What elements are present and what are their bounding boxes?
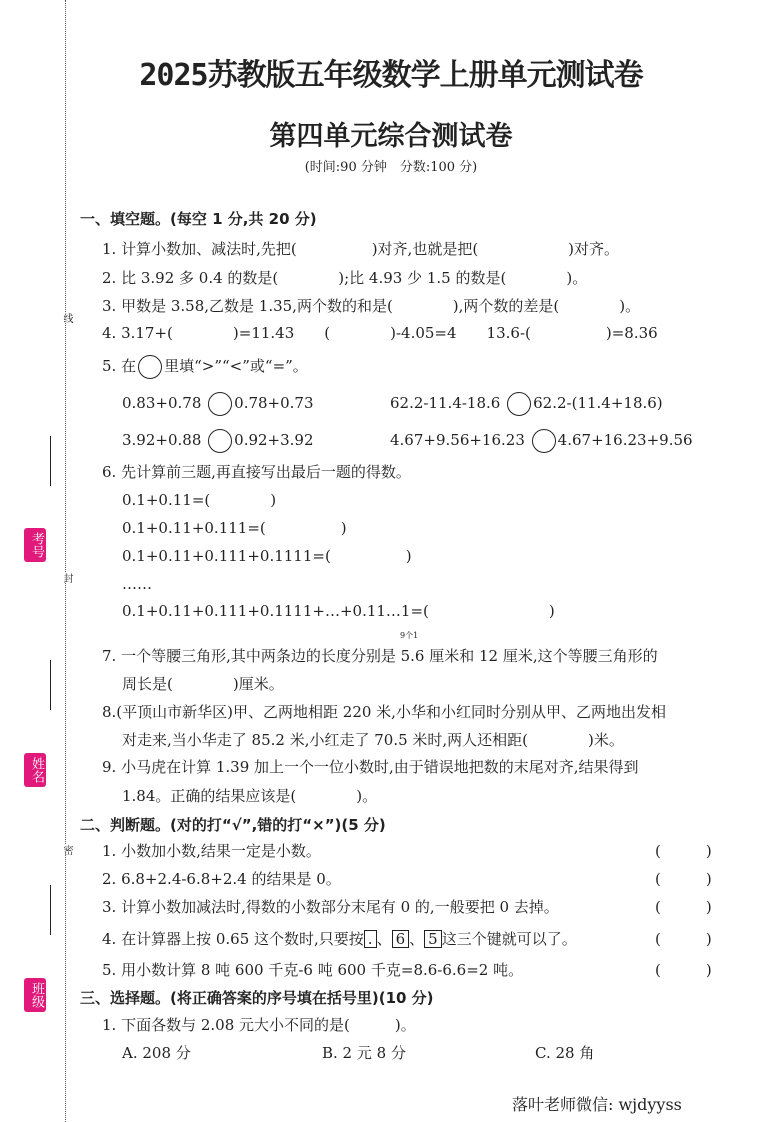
expression: 62.2-(11.4+18.6) <box>533 394 663 412</box>
question-cont: 1.84。正确的结果应该是( )。 <box>122 787 378 805</box>
calculator-key: . <box>364 930 377 948</box>
question: 2. 比 3.92 多 0.4 的数是( );比 4.93 少 1.5 的数是( )。 <box>102 269 588 287</box>
expression: 4.67+16.23+9.56 <box>557 431 693 449</box>
blank-line <box>50 660 51 710</box>
answer-paren[interactable]: ( ) <box>655 842 712 860</box>
section-heading: 二、判断题。(对的打“√”,错的打“×”)(5 分) <box>80 816 386 834</box>
judgement-item: 1. 小数加小数,结果一定是小数。 <box>102 842 321 860</box>
label-class: 班级 <box>24 978 46 1012</box>
expression: 4.67+9.56+16.23 <box>390 431 525 449</box>
expression: 3.92+0.88 <box>122 431 202 449</box>
answer-paren[interactable]: ( ) <box>655 870 712 888</box>
footer-contact: 落叶老师微信: wjdyyss <box>512 1095 682 1114</box>
expression: 0.1+0.11=( ) <box>122 491 277 509</box>
question: 6. 先计算前三题,再直接写出最后一题的得数。 <box>102 463 411 481</box>
question-cont: 周长是( )厘米。 <box>122 675 284 693</box>
judgement-item-tail: 这三个键就可以了。 <box>441 930 577 948</box>
margin-mark: 封 <box>61 573 72 583</box>
answer-circle[interactable] <box>208 429 232 453</box>
option-b: B. 2 元 8 分 <box>322 1044 406 1062</box>
expression: 0.1+0.11+0.111=( ) <box>122 519 347 537</box>
label-name: 姓名 <box>24 753 46 787</box>
expression: 0.1+0.11+0.111+0.1111+…+0.11…1=( ) <box>122 602 555 620</box>
calculator-key: 5 <box>424 930 442 948</box>
brace-note: 9个1 <box>400 631 419 640</box>
margin-mark: 密 <box>61 845 72 855</box>
answer-circle[interactable] <box>507 392 531 416</box>
question: 8.(平顶山市新华区)甲、乙两地相距 220 米,小华和小红同时分别从甲、乙两地出发相 <box>102 703 666 721</box>
time-score-info: (时间:90 分钟 分数:100 分) <box>304 160 478 175</box>
calculator-key: 6 <box>392 930 410 948</box>
margin-mark: 线 <box>61 313 72 323</box>
judgement-item: 4. 在计算器上按 0.65 这个数时,只要按 <box>102 930 364 948</box>
question: 1. 计算小数加、减法时,先把( )对齐,也就是把( )对齐。 <box>102 240 620 258</box>
option-a: A. 208 分 <box>122 1044 191 1062</box>
expression: 0.78+0.73 <box>234 394 314 412</box>
exam-page: 2025苏教版五年级数学上册单元测试卷 第四单元综合测试卷 (时间:90 分钟 分数:100 分) 线 封 密 考号 姓名 班级 一、填空题。(每空 1 分,共 20 分) 1. 计算小数加、减法时,先把( )对齐,也就是把( )对齐。 2. 比 3.92 多 0.4 的数是( );比 4.93 少 1.5 的数是( )。 3. 甲数是 3.58,乙数是 1.35,两个数的和是( ),两个数的差是( )。 4. 3.17+( )=11.43 ( )-4.05=4 13.6-( )=8.36 5. 在 里填“>”“<”或“=”。 0.83+0.78 0.78+0.73 62.2-11.4-18.6 62.2-(11.4+18.6) 3.92+0.88 0.92+3.92 4.67+9.56+16.23 4.67+16.23+9.56 6. 先计算前三题,再直接写出最后一题的得数。 0.1+0.11=( ) 0.1+0.11+0.111=( ) 0.1+0.11+0.111+0.1111=( ) …… 0.1+0.11+0.111+0.1111+…+0.11…1=( ) 9个1 7. 一个等腰三角形,其中两条边的长度分别是 5.6 厘米和 12 厘米,这个等腰三角形的 周长是( )厘米。 8.(平顶山市新华区)甲、乙两地相距 220 米,小华和小红同时分别从甲、乙两地出发相 对走来,当小华走了 85.2 米,小红走了 70.5 米时,两人还相距( )米。 9. 小马虎在计算 1.39 加上一个一位小数时,由于错误地把数的末尾对齐,结果得到 1.84。正确的结果应该是( )。 二、判断题。(对的打“√”,错的打“×”)(5 分) 1. 小数加小数,结果一定是小数。 2. 6.8+2.4-6.8+2.4 的结果是 0。 3. 计算小数加减法时,得数的小数部分末尾有 0 的,一般要把 0 去掉。 4. 在计算器上按 0.65 这个数时,只要按 . 、 6 、 5 这三个键就可以了。 5. 用小数计算 8 吨 600 千克-6 吨 600 千克=8.6-6.6=2 吨。 ( ) ( ) ( ) ( ) ( ) 三、选择题。(将正确答案的序号填在括号里)(10 分) 1. 下面各数与 2.08 元大小不同的是( )。 A. 208 分 B. 2 元 8 分 C. 28 角 落叶老师微信: wjdyyss <box>0 0 782 1122</box>
page-title: 2025苏教版五年级数学上册单元测试卷 <box>139 58 643 93</box>
answer-circle[interactable] <box>532 429 556 453</box>
judgement-item: 2. 6.8+2.4-6.8+2.4 的结果是 0。 <box>102 870 341 888</box>
blank-line <box>50 885 51 935</box>
question: 5. 在 <box>102 357 137 375</box>
question: 3. 甲数是 3.58,乙数是 1.35,两个数的和是( ),两个数的差是( )。 <box>102 297 641 315</box>
option-c: C. 28 角 <box>535 1044 595 1062</box>
answer-circle[interactable] <box>138 355 162 379</box>
judgement-item: 3. 计算小数加减法时,得数的小数部分末尾有 0 的,一般要把 0 去掉。 <box>102 898 559 916</box>
judgement-item: 5. 用小数计算 8 吨 600 千克-6 吨 600 千克=8.6-6.6=2 吨。 <box>102 961 524 979</box>
expression: 0.1+0.11+0.111+0.1111=( ) <box>122 547 412 565</box>
question-cont: 对走来,当小华走了 85.2 米,小红走了 70.5 米时,两人还相距( )米。 <box>122 731 624 749</box>
ellipsis: …… <box>122 575 152 593</box>
section-heading: 三、选择题。(将正确答案的序号填在括号里)(10 分) <box>80 989 434 1007</box>
question-text: 里填“>”“<”或“=”。 <box>164 357 308 375</box>
answer-paren[interactable]: ( ) <box>655 930 712 948</box>
answer-circle[interactable] <box>208 392 232 416</box>
expression: 0.83+0.78 <box>122 394 202 412</box>
blank-line <box>50 436 51 486</box>
answer-paren[interactable]: ( ) <box>655 961 712 979</box>
question: 9. 小马虎在计算 1.39 加上一个一位小数时,由于错误地把数的末尾对齐,结果得到 <box>102 758 639 776</box>
expression: 0.92+3.92 <box>234 431 314 449</box>
binding-line <box>65 0 66 1122</box>
answer-paren[interactable]: ( ) <box>655 898 712 916</box>
question: 4. 3.17+( )=11.43 ( )-4.05=4 13.6-( )=8.36 <box>102 324 658 342</box>
unit-title: 第四单元综合测试卷 <box>269 121 513 152</box>
choice-question: 1. 下面各数与 2.08 元大小不同的是( )。 <box>102 1016 416 1034</box>
expression: 62.2-11.4-18.6 <box>390 394 501 412</box>
question: 7. 一个等腰三角形,其中两条边的长度分别是 5.6 厘米和 12 厘米,这个等腰三角形的 <box>102 647 658 665</box>
label-exam-number: 考号 <box>24 528 46 562</box>
section-heading: 一、填空题。(每空 1 分,共 20 分) <box>80 210 317 228</box>
